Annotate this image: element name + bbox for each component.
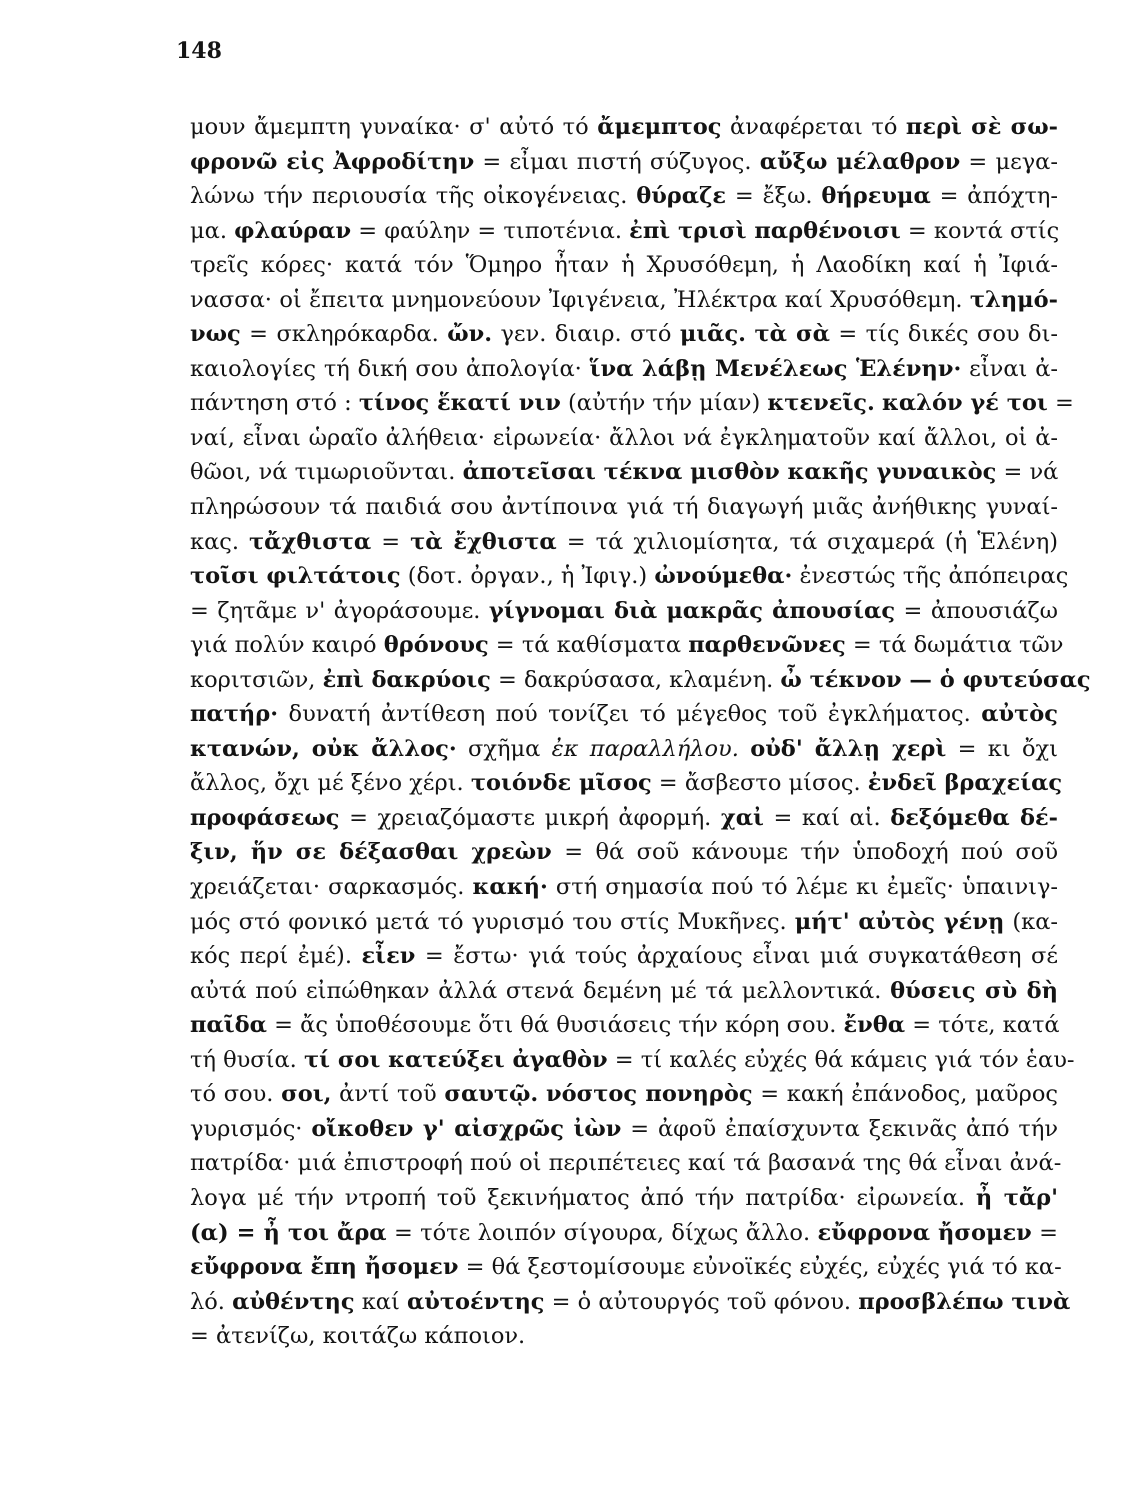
gloss: ναί, εἶναι ὡραῖο ἀλήθεια· εἰρωνεία· ἄλλοι νά ἐγκληματοῦν καί ἄλλοι, οἱ ἀ- — [190, 424, 1058, 451]
gloss: = ἄς ὑποθέσουμε ὅτι θά θυσιάσεις τήν κόρη σου. — [267, 1012, 844, 1039]
lemma: τί σοι κατεύξει ἀγαθὸν — [303, 1046, 608, 1073]
text-line — [190, 110, 1058, 145]
lemma: σοι, — [281, 1081, 332, 1108]
gloss: κας. — [190, 528, 250, 555]
gloss: εἶναι ἀ- — [961, 355, 1058, 382]
lemma: παρθενῶνες — [688, 632, 846, 659]
lemma: τοιόνδε μῖσος — [470, 770, 652, 797]
gloss: πατρίδα· μιά ἐπιστροφή πού οἱ περιπέτειες καί τά βασανά της θά εἶναι ἀνά- — [190, 1150, 1062, 1177]
gloss: = ἀφοῦ ἐπαίσχυντα ξεκινᾶς ἀπό τήν — [621, 1115, 1058, 1142]
gloss: (κα- — [1004, 908, 1059, 935]
gloss: = καί αἱ. — [763, 804, 891, 831]
page-number: 148 — [176, 38, 222, 64]
lemma: πατήρ· — [190, 701, 279, 728]
lemma: οἴκοθεν γ' αἰσχρῶς ἰὼν — [311, 1115, 622, 1142]
gloss: λογα μέ τήν ντροπή τοῦ ξεκινήματος ἀπό τήν πατρίδα· εἰρωνεία. — [190, 1184, 976, 1211]
gloss: μα. — [190, 217, 235, 244]
lemma: ἀποτεῖσαι τέκνα μισθὸν κακῆς γυναικὸς — [462, 459, 997, 486]
lemma: νόστος πονηρὸς — [545, 1081, 753, 1108]
text-line — [190, 490, 1058, 525]
lemma: τλημό- — [969, 286, 1058, 313]
commentary-text — [190, 110, 1091, 1354]
text-line — [190, 1285, 1071, 1320]
text-line — [190, 248, 1058, 283]
lemma: φρονῶ εἰς Ἀφροδίτην — [190, 148, 475, 175]
gloss: = ἔξω. — [726, 183, 822, 210]
lemma: ὤν. — [447, 321, 493, 348]
gloss: λό. — [190, 1288, 233, 1315]
gloss: (αὐτήν τήν μίαν) — [560, 390, 768, 417]
gloss: = — [1047, 390, 1074, 417]
gloss: = κακή ἐπάνοδος, μαῦρος — [752, 1081, 1058, 1108]
gloss: λώνω τήν περιουσία τῆς οἰκογένειας. — [190, 183, 637, 210]
gloss: μός στό φονικό μετά τό γυρισμό του στίς Μυκῆνες. — [190, 908, 795, 935]
gloss: = νά — [996, 459, 1059, 486]
text-line — [190, 870, 1058, 905]
lemma: προσβλέπω τινὰ — [858, 1288, 1071, 1315]
text-line — [190, 1319, 1058, 1354]
lemma: αὔξω μέλαθρον — [759, 148, 961, 175]
gloss: = θά σοῦ κάνουμε τήν ὑποδοχή πού σοῦ — [551, 839, 1058, 866]
lemma: θύσεις σὺ δὴ — [890, 977, 1058, 1004]
gloss: στή σημασία πού τό λέμε κι ἐμεῖς· ὑπαινιγ- — [547, 874, 1058, 901]
lemma: κτενεῖς. — [767, 390, 875, 417]
gloss: = τά χιλιομίσητα, τά σιχαμερά (ἡ Ἑλένη) — [556, 528, 1058, 555]
gloss: πάντηση στό : — [190, 390, 359, 417]
text-line — [190, 1250, 1062, 1285]
gloss: = ὁ αὐτουργός τοῦ φόνου. — [544, 1288, 859, 1315]
lemma: χαἰ — [720, 804, 764, 831]
lemma: σαυτῷ. — [444, 1081, 539, 1108]
text-line — [190, 594, 1058, 629]
text-line — [190, 179, 1058, 214]
text-line — [190, 663, 1091, 698]
gloss: τρεῖς κόρες· κατά τόν Ὅμηρο ἦταν ἡ Χρυσόθεμη, ἡ Λαοδίκη καί ἡ Ἰφιά- — [190, 252, 1058, 279]
lemma: γίγνομαι διὰ μακρᾶς ἀπουσίας — [488, 597, 896, 624]
gloss: = τίς δικές σου δι- — [829, 321, 1058, 348]
gloss: ἄλλος, ὄχι μέ ξένο χέρι. — [190, 770, 471, 797]
gloss: ἀναφέρεται τό — [721, 114, 906, 140]
text-line — [190, 1008, 1058, 1043]
gloss: τή θυσία. — [190, 1046, 304, 1073]
gloss: = ἀπουσιάζω — [895, 597, 1059, 624]
gloss: μουν ἄμεμπτη γυναίκα· σ' αὐτό τό — [190, 114, 598, 140]
lemma: δεξόμεθα δέ- — [890, 804, 1058, 831]
lemma: τίνος ἕκατί νιν — [358, 390, 561, 417]
gloss: = μεγα- — [960, 148, 1058, 175]
lemma: (α) = ἦ τοι ἄρα — [190, 1219, 387, 1246]
gloss: = τά δωμάτια τῶν — [845, 632, 1064, 659]
gloss: = — [371, 528, 411, 555]
gloss: = φαύλην = τιποτένια. — [351, 217, 630, 244]
text-line — [190, 525, 1058, 560]
gloss: ἀντί τοῦ — [331, 1081, 445, 1108]
text-line — [190, 974, 1058, 1009]
lemma: αὐτοέντης — [406, 1288, 545, 1315]
text-line — [190, 1216, 1058, 1251]
lemma: τοῖσι φιλτάτοις — [190, 563, 401, 590]
gloss: = — [1031, 1219, 1058, 1246]
lemma: ξιν, ἥν σε δέξασθαι χρεὼν — [190, 839, 552, 866]
lemma: εὔφρονα ἔπη ἤσομεν — [190, 1254, 459, 1281]
gloss: θῶοι, νά τιμωριοῦνται. — [190, 459, 463, 486]
text-line — [190, 1043, 1075, 1078]
gloss — [875, 390, 882, 416]
text-line — [190, 835, 1058, 870]
gloss: σχῆμα — [456, 735, 552, 762]
lemma: ἔνθα — [843, 1012, 906, 1039]
gloss: = ἔστω· γιά τούς ἀρχαίους εἶναι μιά συγκατάθεση σέ — [415, 943, 1058, 970]
text-line — [190, 283, 1058, 318]
text-line — [190, 455, 1058, 490]
gloss: κός περί ἐμέ). — [190, 943, 362, 970]
lemma: θήρευμα — [821, 183, 931, 210]
lemma: τὰ ἔχθιστα — [410, 528, 557, 555]
gloss: = χρειαζόμαστε μικρή ἀφορμή. — [339, 804, 721, 831]
lemma: θρόνους — [383, 632, 489, 659]
text-line — [190, 352, 1058, 387]
lemma: οὐδ' ἄλλῃ χερὶ — [750, 735, 947, 762]
gloss: = κοντά στίς — [900, 217, 1060, 244]
lemma: ἦ τἄρ' — [975, 1184, 1058, 1211]
text-line — [190, 1181, 1058, 1216]
text-line — [190, 421, 1058, 456]
text-line — [190, 697, 1058, 732]
gloss: πληρώσουν τά παιδιά σου ἀντίποινα γιά τή διαγωγή μιᾶς ἀνήθικης γυναί- — [190, 494, 1058, 521]
lemma: τὰ σὰ — [754, 321, 830, 348]
gloss: = ἄσβεστο μίσος. — [651, 770, 868, 797]
text-line — [190, 732, 1058, 767]
gloss: γιά πολύν καιρό — [190, 632, 384, 659]
gloss — [538, 1081, 546, 1107]
lemma: θύραζε — [636, 183, 727, 210]
gloss: κοριτσιῶν, — [190, 666, 323, 693]
text-line — [190, 939, 1058, 974]
text-line — [190, 766, 1063, 801]
gloss: = τά καθίσματα — [488, 632, 689, 659]
gloss: = κι ὄχι — [946, 735, 1058, 762]
lemma: ἐπὶ τρισὶ παρθένοισι — [629, 217, 901, 244]
lemma: καλόν γέ τοι — [881, 390, 1048, 417]
emphasis: ἐκ παραλλήλου. — [551, 735, 739, 762]
lemma: ὦ τέκνον — ὁ φυτεύσας — [780, 666, 1091, 693]
lemma: τἄχθιστα — [249, 528, 372, 555]
lemma: κακή· — [472, 874, 548, 901]
gloss: καί — [354, 1288, 407, 1315]
gloss: = τί καλές εὐχές θά κάμεις γιά τόν ἑαυ- — [607, 1046, 1075, 1073]
gloss: γυρισμός· — [190, 1115, 312, 1142]
gloss: (δοτ. ὀργαν., ἡ Ἰφιγ.) — [400, 563, 655, 590]
gloss — [739, 736, 750, 762]
lemma: μήτ' αὐτὸς γένῃ — [794, 908, 1005, 935]
gloss: = τότε, κατά — [905, 1012, 1060, 1039]
lemma: ὠνούμεθα· — [654, 563, 793, 590]
gloss: νασσα· οἱ ἔπειτα μνημονεύουν Ἰφιγένεια, Ἠλέκτρα καί Χρυσόθεμη. — [190, 286, 970, 313]
text-line — [190, 559, 1069, 594]
gloss: = θά ξεστομίσουμε εὐνοϊκές εὐχές, εὐχές γιά τό κα- — [458, 1254, 1062, 1281]
text-line — [190, 801, 1058, 836]
lemma: αὐτὸς — [981, 701, 1058, 728]
gloss: δυνατή ἀντίθεση πού τονίζει τό μέγεθος τοῦ ἐγκλήματος. — [278, 701, 982, 728]
lemma: ἄμεμπτος — [597, 114, 722, 140]
gloss: = ἀτενίζω, κοιτάζω κάποιον. — [190, 1323, 526, 1350]
text-line — [190, 1112, 1058, 1147]
lemma: μιᾶς. — [679, 321, 747, 348]
gloss: χρειάζεται· σαρκασμός. — [190, 874, 473, 901]
lemma: νως — [190, 321, 241, 348]
gloss: = ζητᾶμε ν' ἀγοράσουμε. — [190, 597, 489, 624]
gloss: καιολογίες τή δική σου ἀπολογία· — [190, 355, 590, 382]
gloss: = ἀπόχτη- — [930, 183, 1058, 210]
text-line — [190, 905, 1058, 940]
text-line — [190, 145, 1058, 180]
text-line — [190, 214, 1058, 249]
lemma: κτανών, οὐκ ἄλλος· — [190, 735, 457, 762]
text-line — [190, 317, 1058, 352]
lemma: προφάσεως — [190, 804, 340, 831]
gloss: ἐνεστώς τῆς ἀπόπειρας — [792, 563, 1069, 590]
lemma: φλαύραν — [234, 217, 352, 244]
gloss: αὐτά πού εἰπώθηκαν ἀλλά στενά δεμένη μέ τά μελλοντικά. — [190, 977, 891, 1004]
lemma: παῖδα — [190, 1012, 267, 1039]
text-line — [190, 1146, 1062, 1181]
gloss: γεν. διαιρ. στό — [492, 321, 680, 348]
text-line — [190, 386, 1074, 421]
lemma: ἵνα λάβῃ Μενέλεως Ἑλένην· — [589, 355, 962, 382]
gloss: = σκληρόκαρδα. — [240, 321, 448, 348]
lemma: εἶεν — [361, 943, 416, 970]
lemma: ἐπὶ δακρύοις — [322, 666, 491, 693]
lemma: εὔφρονα ἤσομεν — [817, 1219, 1032, 1246]
text-line — [190, 1077, 1058, 1112]
text-line — [190, 628, 1064, 663]
lemma: περὶ σὲ σω- — [905, 114, 1058, 140]
gloss: = εἶμαι πιστή σύζυγος. — [474, 148, 760, 175]
gloss: = δακρύσασα, κλαμένη. — [490, 666, 781, 693]
gloss: = τότε λοιπόν σίγουρα, δίχως ἄλλο. — [386, 1219, 818, 1246]
gloss: τό σου. — [190, 1081, 282, 1108]
lemma: ἐνδεῖ βραχείας — [867, 770, 1063, 797]
lemma: αὐθέντης — [232, 1288, 355, 1315]
